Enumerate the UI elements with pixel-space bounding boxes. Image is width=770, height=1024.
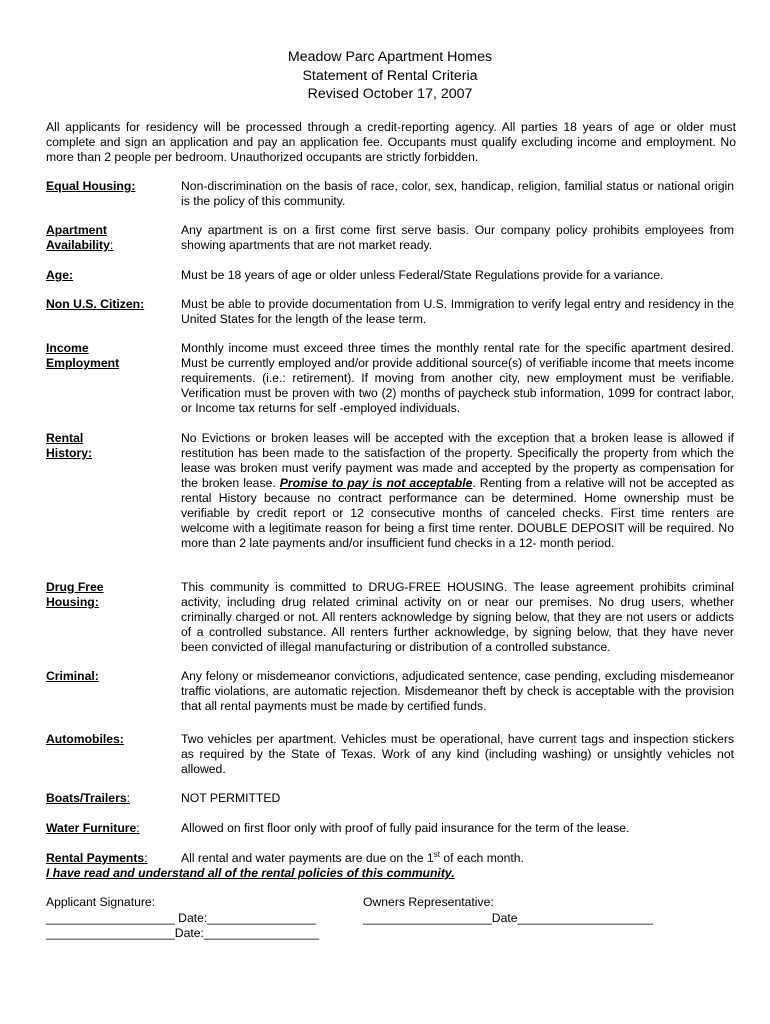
section-label: Criminal: bbox=[46, 669, 99, 683]
section-text: This community is committed to DRUG-FREE HOUSING. The lease agreement prohibits criminal activity, including drug related criminal activity on or near our premises. No drug users, whether criminally charged or not. All renters acknowledge by signing below, that they are not users or addicts of a controlled substance. All renters further acknowledge, by signing below, that they have never been convicted of illegal manufacturing or distribution of a controlled substance. bbox=[181, 580, 734, 654]
acknowledgement-statement: I have read and understand all of the rental policies of this community. bbox=[46, 866, 455, 880]
section-text: Non-discrimination on the basis of race, color, sex, handicap, religion, familial status or national origin is the policy of this community. bbox=[181, 179, 734, 208]
owner-signature-line[interactable]: ___________________Date____________________ bbox=[363, 911, 654, 925]
promise-emphasis: Promise to pay is not acceptable bbox=[279, 476, 473, 490]
intro-paragraph: All applicants for residency will be processed through a credit-reporting agency. All parties 18 years of age or older must complete and sign an application and pay an application fee. Occupants must qualify excluding income and employment. No more than 2 people per bedroom. Unauthorized occupants are strictly forbidden. bbox=[46, 120, 736, 164]
document-title: Statement of Rental Criteria bbox=[302, 67, 478, 84]
section-text: Allowed on first floor only with proof of fully paid insurance for the term of the lease. bbox=[181, 821, 630, 835]
section-text: Must be 18 years of age or older unless Federal/State Regulations provide for a variance. bbox=[181, 268, 664, 282]
section-label: Age: bbox=[46, 268, 74, 282]
section-label: Non U.S. Citizen: bbox=[46, 297, 145, 311]
section-label: Income Employment bbox=[46, 341, 120, 370]
section-label: Boats/Trailers: bbox=[46, 791, 131, 805]
section-label: Apartment Availability: bbox=[46, 223, 114, 252]
section-text: Must be able to provide documentation from U.S. Immigration to verify legal entry and residency in the United States for the length of the lease term. bbox=[181, 297, 734, 326]
section-text: Monthly income must exceed three times the monthly rental rate for the specific apartment desired. Must be currently employed and/or provide additional source(s) of verifiable income that meets income requirements. (i.e.: retirement). If moving from another city, new employment must be verifiable. Verification must be proven with two (2) months of paycheck stub information, 1099 for contract labor, or Income tax returns for self -employed individuals. bbox=[181, 341, 734, 415]
section-text: No Evictions or broken leases will be accepted with the exception that a broken lease is allowed if restitution has been made to the satisfaction of the property. Specifically the property from which the lease was broken must verify payment was made and accepted by the property as compensation for the broken lease. Promise to pay is not acceptable. Renting from a relative will not be accepted as rental History because no contract performance can be determined. Home ownership must be verifiable by credit report or 12 consecutive months of canceled checks. First time renters are welcome with a legitimate reason for being a first time renter. DOUBLE DEPOSIT will be required. No more than 2 late payments and/or insufficient fund checks in a 12- month period. bbox=[181, 431, 734, 550]
applicant-signature-line-1[interactable]: ___________________ Date:________________ bbox=[46, 911, 316, 925]
section-text: Any apartment is on a first come first serve basis. Our company policy prohibits employees from showing apartments that are not market ready. bbox=[181, 223, 734, 252]
community-name: Meadow Parc Apartment Homes bbox=[287, 49, 493, 65]
owner-representative-label: Owners Representative: bbox=[363, 895, 494, 909]
applicant-signature-label: Applicant Signature: bbox=[46, 895, 156, 909]
section-label: Equal Housing: bbox=[46, 179, 136, 193]
section-label: Drug Free Housing: bbox=[46, 580, 104, 609]
section-label: Water Furniture: bbox=[46, 821, 140, 835]
section-label: Rental History: bbox=[46, 431, 93, 460]
applicant-signature-line-2[interactable]: ___________________Date:_________________ bbox=[46, 926, 320, 940]
revision-date: Revised October 17, 2007 bbox=[307, 86, 473, 102]
section-label: Rental Payments: bbox=[46, 851, 148, 865]
document-header bbox=[0, 48, 770, 104]
section-text: All rental and water payments are due on the 1st of each month. bbox=[181, 849, 524, 865]
section-text: Any felony or misdemeanor convictions, adjudicated sentence, case pending, excluding misdemeanor traffic violations, are automatic rejection. Misdemeanor theft by check is acceptable with the provision that all rental payments must be made by certified funds. bbox=[181, 669, 734, 713]
section-text: Two vehicles per apartment. Vehicles must be operational, have current tags and inspection stickers as required by the State of Texas. Work of any kind (including washing) or unsightly vehicles not allowed. bbox=[181, 732, 734, 776]
section-text: NOT PERMITTED bbox=[181, 791, 281, 805]
section-label: Automobiles: bbox=[46, 732, 124, 746]
